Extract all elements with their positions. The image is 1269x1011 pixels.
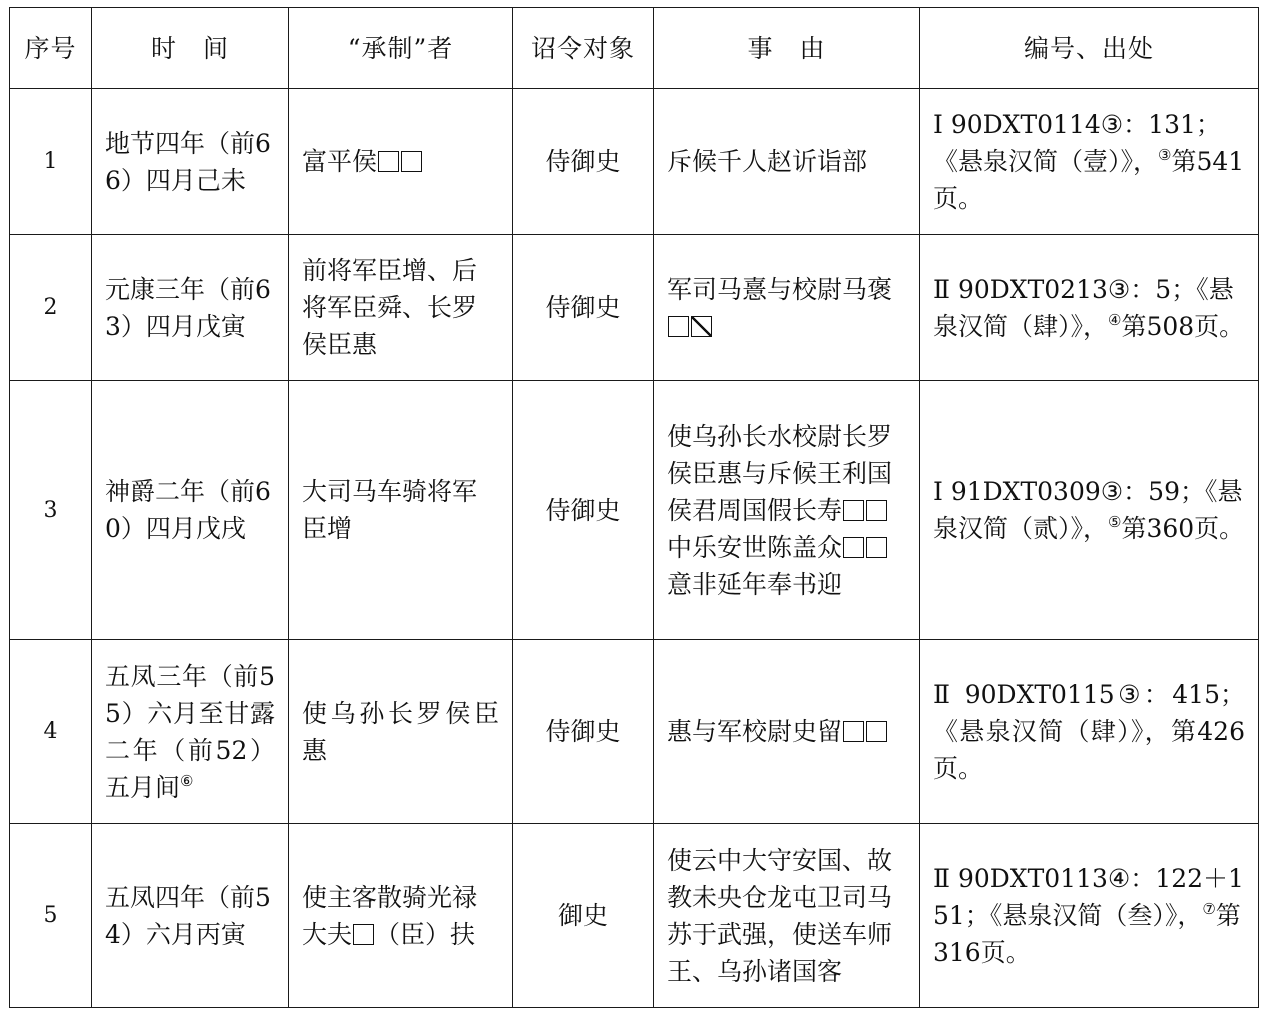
source-page: 第508页。 [1121,311,1245,341]
row-target: 侍御史 [513,89,654,235]
row-target: 御史 [513,824,654,1008]
row-time: 神爵二年（前60）四月戊戌 [92,381,289,640]
maker-text: 使主客散骑光禄大夫 [302,882,478,949]
source-book: 《悬泉汉简（贰）》， [933,477,1243,543]
row-reason [654,381,920,640]
header-time: 时 间 [92,8,289,89]
reason-text: 军司马憙与校尉马褒 [667,274,893,304]
row-source [920,235,1259,381]
footnote-marker: ⑤ [1108,513,1122,531]
row-target: 侍御史 [513,381,654,640]
row-time: 元康三年（前63）四月戊寅 [92,235,289,381]
row-source [920,640,1259,824]
source-code: Ⅰ 90DXT0114③：131； [933,110,1221,139]
missing-character-box [401,151,422,172]
broken-slip-mark [691,316,712,337]
reason-text: 意非延年奉书迎 [667,569,843,599]
source-book: 《悬泉汉简（肆）》， [933,717,1171,746]
row-number: 4 [10,640,92,824]
source-page: 第426页。 [933,717,1245,783]
row-maker [289,824,513,1008]
row-reason [654,235,920,381]
document-table-container [9,7,1259,1008]
time-text: 五凤三年（前55）六月至甘露二年（前52）五月间 [105,661,275,802]
row-number: 2 [10,235,92,381]
row-maker: 使乌孙长罗侯臣惠 [289,640,513,824]
header-number: 序号 [10,8,92,89]
row-source [920,89,1259,235]
missing-character-box [378,151,399,172]
missing-character-box [668,316,689,337]
row-reason: 斥候千人赵䜣诣部 [654,89,920,235]
table-row [10,381,1259,640]
row-maker [289,89,513,235]
reason-text: 中乐安世陈盖众 [667,532,843,562]
row-maker: 前将军臣增、后将军臣舜、长罗侯臣惠 [289,235,513,381]
footnote-marker: ④ [1108,310,1122,329]
row-number: 1 [10,89,92,235]
row-time: 五凤四年（前54）六月丙寅 [92,824,289,1008]
missing-character-box [866,721,887,742]
source-page: 第316页。 [933,901,1241,967]
row-number: 3 [10,381,92,640]
source-page: 第360页。 [1121,514,1245,543]
edict-table [9,7,1259,1008]
footnote-marker: ⑦ [1202,900,1216,918]
table-row [10,235,1259,381]
missing-character-box [866,500,887,521]
row-time: 地节四年（前66）四月己未 [92,89,289,235]
source-book: 《悬泉汉简（肆）》， [933,274,1234,341]
source-book: 《悬泉汉简（叁）》， [989,901,1203,930]
table-header-row [10,8,1259,89]
maker-text: （臣）扶 [375,919,476,949]
row-target: 侍御史 [513,235,654,381]
missing-character-box [353,924,374,945]
header-maker: “承制”者 [289,8,513,89]
table-row [10,640,1259,824]
source-code: Ⅱ 90DXT0113④：122＋151； [933,864,1244,930]
header-target: 诏令对象 [513,8,654,89]
source-code: Ⅰ 91DXT0309③：59； [933,477,1205,506]
source-code: Ⅱ 90DXT0115③：415； [933,680,1245,709]
row-reason [654,640,920,824]
row-reason: 使云中大守安国、故教未央仓龙屯卫司马苏于武强，使送车师王、乌孙诸国客 [654,824,920,1008]
reason-text: 使乌孙长水校尉长罗侯臣惠与斥候王利国侯君周国假长寿 [667,421,893,525]
row-time [92,640,289,824]
row-source [920,824,1259,1008]
maker-text: 富平侯 [302,147,378,176]
source-book: 《悬泉汉简（壹）》， [933,147,1159,176]
missing-character-box [843,721,864,742]
table-row [10,89,1259,235]
missing-character-box [843,537,864,558]
missing-character-box [866,537,887,558]
footnote-marker: ③ [1158,146,1172,164]
footnote-marker: ⑥ [180,771,194,790]
header-source: 编号、出处 [920,8,1259,89]
header-reason: 事 由 [654,8,920,89]
missing-character-box [843,500,864,521]
table-row [10,824,1259,1008]
row-maker: 大司马车骑将军臣增 [289,381,513,640]
reason-text: 惠与军校尉史留 [667,717,843,746]
row-number: 5 [10,824,92,1008]
source-page: 第541页。 [933,147,1245,213]
row-source [920,381,1259,640]
source-code: Ⅱ 90DXT0213③：5； [933,274,1197,304]
row-target: 侍御史 [513,640,654,824]
